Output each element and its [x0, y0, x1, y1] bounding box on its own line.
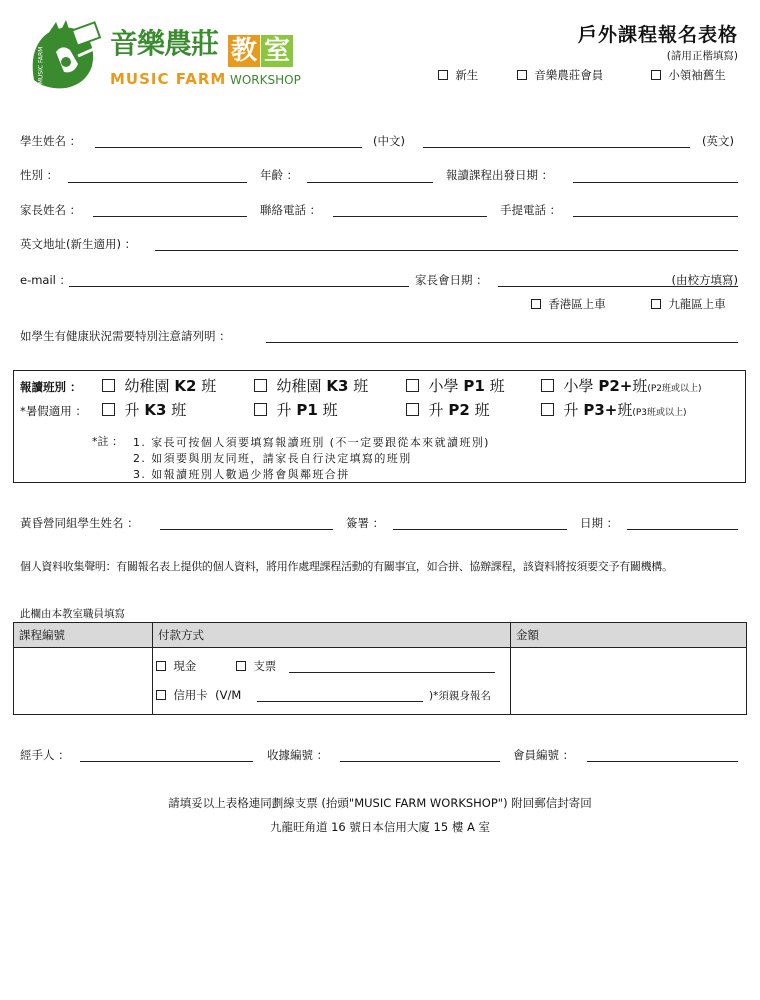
address-label: 英文地址(新生適用) ： [20, 237, 137, 251]
status-option-new[interactable] [438, 67, 478, 83]
meeting-date-label: 家長會日期 ： [415, 273, 488, 287]
class-option-text: 升 [563, 401, 579, 419]
class-option-suffix: 班 [201, 377, 217, 395]
payment-cash[interactable] [156, 658, 196, 674]
checkbox[interactable] [102, 379, 115, 392]
payment-credit-card-label: 信用卡 [173, 688, 208, 702]
privacy-statement: 個人資料收集聲明：有關報名表上提供的個人資料，將用作處理課程活動的有關事宜，如合拼、協辦課程，該資料將按須要交予有關機構。 [20, 560, 673, 573]
contact-phone-field[interactable] [333, 216, 487, 217]
checkbox[interactable] [254, 379, 267, 392]
age-field[interactable] [307, 182, 433, 183]
checkbox[interactable] [541, 379, 554, 392]
staff-section-title: 此欄由本教室職員填寫 [20, 608, 125, 620]
parent-name-label: 家長姓名 ： [20, 203, 82, 217]
class-option-code: P1 [463, 377, 485, 395]
mobile-label: 手提電話 ： [500, 203, 562, 217]
class-option-note: (P3班或以上) [632, 408, 687, 418]
checkbox[interactable] [406, 403, 419, 416]
handler-field[interactable] [80, 761, 253, 762]
boarding-option-hk[interactable] [531, 296, 606, 312]
class-option-note: (P2班或以上) [647, 384, 702, 394]
email-label: e-mail ： [20, 273, 72, 287]
class-option-text: 升 [124, 401, 140, 419]
class-option-suffix: 班 [353, 377, 369, 395]
class-option-text: 小學 [563, 377, 594, 395]
class-option-p2plus[interactable] [541, 375, 702, 396]
class-option-code: P2 [448, 401, 470, 419]
checkbox[interactable] [406, 379, 419, 392]
logo-english-music-farm: MUSIC FARM [110, 70, 227, 88]
payment-cheque-label: 支票 [253, 659, 277, 673]
cheque-number-field[interactable] [289, 672, 495, 673]
gender-label: 性別 ： [20, 168, 59, 182]
class-option-k3[interactable] [254, 375, 368, 396]
payment-method-cell [153, 648, 511, 715]
signature-field[interactable] [393, 529, 567, 530]
logo-box-1: 教 [228, 35, 260, 67]
health-label: 如學生有健康狀況需要特別注意請列明 ： [20, 329, 231, 343]
email-field[interactable] [69, 286, 409, 287]
checkbox[interactable] [531, 299, 541, 309]
logo-box-2: 室 [261, 35, 293, 67]
summer-option-p3plus[interactable] [541, 399, 687, 420]
health-field[interactable] [266, 342, 738, 343]
note-item-1: 1. 家長可按個人須要填寫報讀班別 (不一定要跟從本來就讀班別) [133, 436, 490, 449]
class-option-text: 幼稚園 [124, 377, 170, 395]
credit-card-number-field[interactable] [257, 701, 423, 702]
class-option-suffix: 班 [322, 401, 338, 419]
in-person-note: )*須親身報名 [429, 690, 491, 702]
checkbox[interactable] [156, 690, 166, 700]
group-field[interactable] [160, 529, 333, 530]
student-name-label: 學生姓名 ： [20, 134, 82, 148]
logo-english-text [110, 70, 301, 88]
payment-cheque[interactable] [236, 658, 276, 674]
student-name-english-field[interactable] [423, 147, 690, 148]
checkbox[interactable] [102, 403, 115, 416]
status-option-member[interactable] [517, 67, 603, 83]
checkbox[interactable] [651, 299, 661, 309]
logo-side-text: MUSIC FARM [37, 46, 45, 85]
receipt-label: 收據編號 ： [267, 748, 329, 762]
class-option-suffix: 班 [632, 377, 648, 395]
class-option-code: K3 [144, 401, 167, 419]
staff-table-row [14, 648, 747, 715]
notes-label: *註 ： [92, 435, 123, 448]
receipt-field[interactable] [340, 761, 500, 762]
english-tag: (英文) [702, 134, 734, 148]
member-label: 會員編號 ： [513, 748, 575, 762]
school-fill-note: (由校方填寫) [671, 273, 738, 287]
status-option-alumni[interactable] [651, 67, 726, 83]
status-option-label: 小領袖舊生 [668, 68, 726, 82]
note-item-2: 2. 如須要與朋友同班，請家長自行決定填寫的班別 [133, 452, 412, 465]
checkbox[interactable] [156, 661, 166, 671]
mail-instruction: 請填妥以上表格連同劃線支票 (抬頭"MUSIC FARM WORKSHOP") 附回郵信封寄回 [168, 796, 592, 810]
class-option-text: 升 [276, 401, 292, 419]
summer-label: *暑假適用 ： [20, 404, 87, 418]
checkbox[interactable] [236, 661, 246, 671]
checkbox[interactable] [254, 403, 267, 416]
form-subtitle: (請用正楷填寫) [666, 50, 738, 62]
staff-table [13, 622, 747, 715]
summer-option-p1[interactable] [254, 399, 338, 420]
status-option-label: 新生 [455, 68, 479, 82]
boarding-option-label: 九龍區上車 [668, 297, 726, 311]
visa-mc-label: (V/M [215, 688, 242, 702]
course-code-header: 課程編號 [14, 623, 153, 648]
contact-phone-label: 聯絡電話 ： [260, 203, 322, 217]
class-option-text: 小學 [428, 377, 459, 395]
payment-credit-card[interactable] [156, 687, 241, 703]
class-option-p1[interactable] [406, 375, 505, 396]
class-option-code: P1 [296, 401, 318, 419]
class-option-code: P3+ [583, 401, 618, 419]
boarding-option-kowloon[interactable] [651, 296, 726, 312]
summer-option-k3[interactable] [102, 399, 186, 420]
student-name-chinese-field[interactable] [95, 147, 362, 148]
payment-method-header: 付款方式 [153, 623, 511, 648]
class-option-text: 升 [428, 401, 444, 419]
logo-chinese-text: 音樂農莊 [110, 27, 219, 60]
handler-label: 經手人 ： [20, 748, 70, 762]
checkbox[interactable] [541, 403, 554, 416]
status-option-label: 音樂農莊會員 [534, 68, 604, 82]
note-item-3: 3. 如報讀班別人數過少將會與鄰班合拼 [133, 468, 350, 481]
member-field[interactable] [587, 761, 738, 762]
class-option-suffix: 班 [617, 401, 633, 419]
date-field[interactable] [627, 529, 738, 530]
form-title: 戶外課程報名表格 [577, 24, 738, 46]
class-option-k2[interactable] [102, 375, 216, 396]
summer-option-p2[interactable] [406, 399, 490, 420]
checkbox[interactable] [438, 70, 448, 80]
mobile-field[interactable] [573, 216, 738, 217]
course-code-cell[interactable] [14, 648, 153, 715]
course-date-field[interactable] [573, 182, 738, 183]
class-option-code: K2 [174, 377, 197, 395]
class-option-text: 幼稚園 [276, 377, 322, 395]
parent-name-field[interactable] [93, 216, 247, 217]
mailing-address: 九龍旺角道 16 號日本信用大廈 15 樓 A 室 [269, 820, 491, 834]
address-field[interactable] [155, 250, 738, 251]
class-option-suffix: 班 [489, 377, 505, 395]
group-label: 黃昏營同組學生姓名 ： [20, 516, 139, 530]
payment-cash-label: 現金 [173, 659, 197, 673]
class-option-code: K3 [326, 377, 349, 395]
amount-header: 金額 [511, 623, 747, 648]
checkbox[interactable] [517, 70, 527, 80]
boarding-option-label: 香港區上車 [548, 297, 606, 311]
amount-cell[interactable] [511, 648, 747, 715]
checkbox[interactable] [651, 70, 661, 80]
course-date-label: 報讀課程出發日期 ： [446, 168, 554, 182]
class-option-suffix: 班 [474, 401, 490, 419]
staff-table-header-row [14, 623, 747, 648]
date-label: 日期 ： [580, 516, 619, 530]
class-label: 報讀班別 ： [20, 380, 82, 394]
logo [26, 18, 301, 92]
logo-english-workshop: WORKSHOP [230, 73, 301, 87]
chinese-tag: (中文) [373, 134, 405, 148]
class-option-suffix: 班 [171, 401, 187, 419]
age-label: 年齡 ： [260, 168, 299, 182]
class-option-code: P2+ [598, 377, 633, 395]
gender-field[interactable] [68, 182, 247, 183]
signature-label: 簽署 ： [346, 516, 385, 530]
